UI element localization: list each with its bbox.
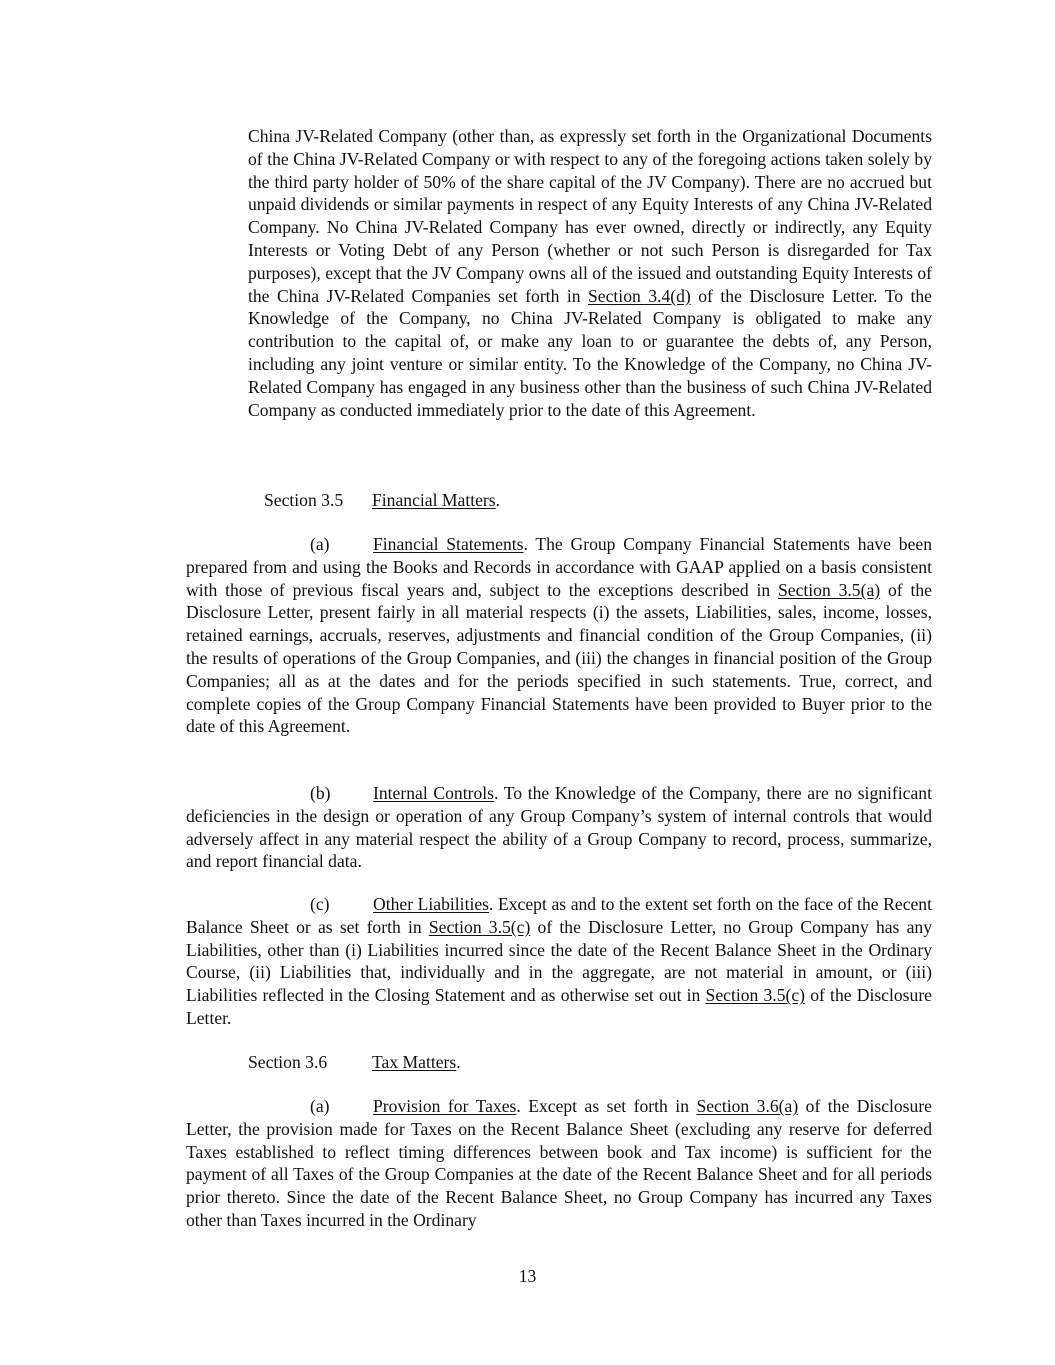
section-3-5b-paragraph: (b) Internal Controls. To the Knowledge of the Company, there are no significant deficiencies in the design or operation of any Group Company’s system of internal controls that would adversely affect in any material respect the ability of a Group Company to record, process, summarize, and report financial data. [186, 783, 932, 872]
section-3-6a-paragraph: (a) Provision for Taxes. Except as set forth in Section 3.6(a) of the Disclosure Letter, the provision made for Taxes on the Recent Balance Sheet (excluding any reserve for deferred Taxes established to reflect timing differences between book and Tax income) is sufficient for the payment of all Taxes of the Group Companies at the date of the Recent Balance Sheet and for all periods prior thereto. Since the date of the Recent Balance Sheet, no Group Company has incurred any Taxes other than Taxes incurred in the Ordinary [186, 1096, 932, 1230]
section-3-5c-paragraph: (c) Other Liabilities. Except as and to the extent set forth on the face of the Recent Balance Sheet or as set forth in Section 3.5(c) of the Disclosure Letter, no Group Company has any Liabilities, other than (i) Liabilities incurred since the date of the Recent Balance Sheet in the Ordinary Course, (ii) Liabilities that, individually and in the aggregate, are not material in amount, or (iii) Liabilities reflected in the Closing Statement and as otherwise set out in Section 3.5(c) of the Disclosure Letter. [186, 894, 932, 1028]
intro-paragraph: China JV-Related Company (other than, as expressly set forth in the Organizational Documents of the China JV-Related Company or with respect to any of the foregoing actions taken solely by the third party holder of 50% of the share capital of the JV Company). There are no accrued but unpaid dividends or similar payments in respect of any Equity Interests of any China JV-Related Company. No China JV-Related Company has ever owned, directly or indirectly, any Equity Interests or Voting Debt of any Person (whether or not such Person is disregarded for Tax purposes), except that the JV Company owns all of the issued and outstanding Equity Interests of the China JV-Related Companies set forth in Section 3.4(d) of the Disclosure Letter. To the Knowledge of the Company, no China JV-Related Company is obligated to make any contribution to the capital of, or make any loan to or guarantee the debts of, any Person, including any joint venture or similar entity. To the Knowledge of the Company, no China JV-Related Company has engaged in any business other than the business of such China JV-Related Company as conducted immediately prior to the date of this Agreement. [248, 126, 932, 420]
section-3-6a-reference: Section 3.6(a) [696, 1096, 799, 1116]
section-3-6-heading: Section 3.6 Tax Matters. [248, 1052, 461, 1072]
section-3-5a-reference: Section 3.5(a) [778, 579, 881, 600]
section-3-5a-paragraph: (a) Financial Statements. The Group Company Financial Statements have been prepared from and using the Books and Records in accordance with GAAP applied on a basis consistent with those of previous fiscal years and, subject to the exceptions described in Section 3.5(a) of the Disclosure Letter, present fairly in all material respects (i) the assets, Liabilities, sales, income, losses, retained earnings, accruals, reserves, adjustments and financial condition of the Group Companies, (ii) the results of operations of the Group Companies, and (iii) the changes in financial position of the Group Companies; all as at the dates and for the periods specified in such statements. True, correct, and complete copies of the Group Company Financial Statements have been provided to Buyer prior to the date of this Agreement. [186, 534, 932, 737]
section-3-5-heading: Section 3.5 Financial Matters. [264, 490, 501, 510]
section-3-5b-title: Internal Controls [373, 783, 494, 803]
page-number: 13 [518, 1266, 537, 1286]
section-3-5a-marker: (a) [310, 534, 330, 554]
section-3-6-title: Tax Matters [372, 1052, 457, 1072]
section-3-6-label: Section 3.6 [248, 1052, 328, 1072]
section-3-6a-title: Provision for Taxes [373, 1096, 517, 1116]
section-3-5c-marker: (c) [310, 894, 330, 914]
section-3-6a-marker: (a) [310, 1096, 330, 1116]
section-3-5-title: Financial Matters [372, 490, 496, 510]
section-3-4d-reference: Section 3.4(d) [588, 285, 691, 306]
section-3-5c-reference-2: Section 3.5(c) [705, 985, 806, 1006]
section-3-5b-marker: (b) [310, 783, 331, 803]
section-3-5a-title: Financial Statements [373, 534, 524, 554]
section-3-5c-reference-1: Section 3.5(c) [428, 916, 531, 937]
section-3-5-label: Section 3.5 [264, 490, 344, 510]
section-3-5c-title: Other Liabilities [373, 894, 489, 914]
